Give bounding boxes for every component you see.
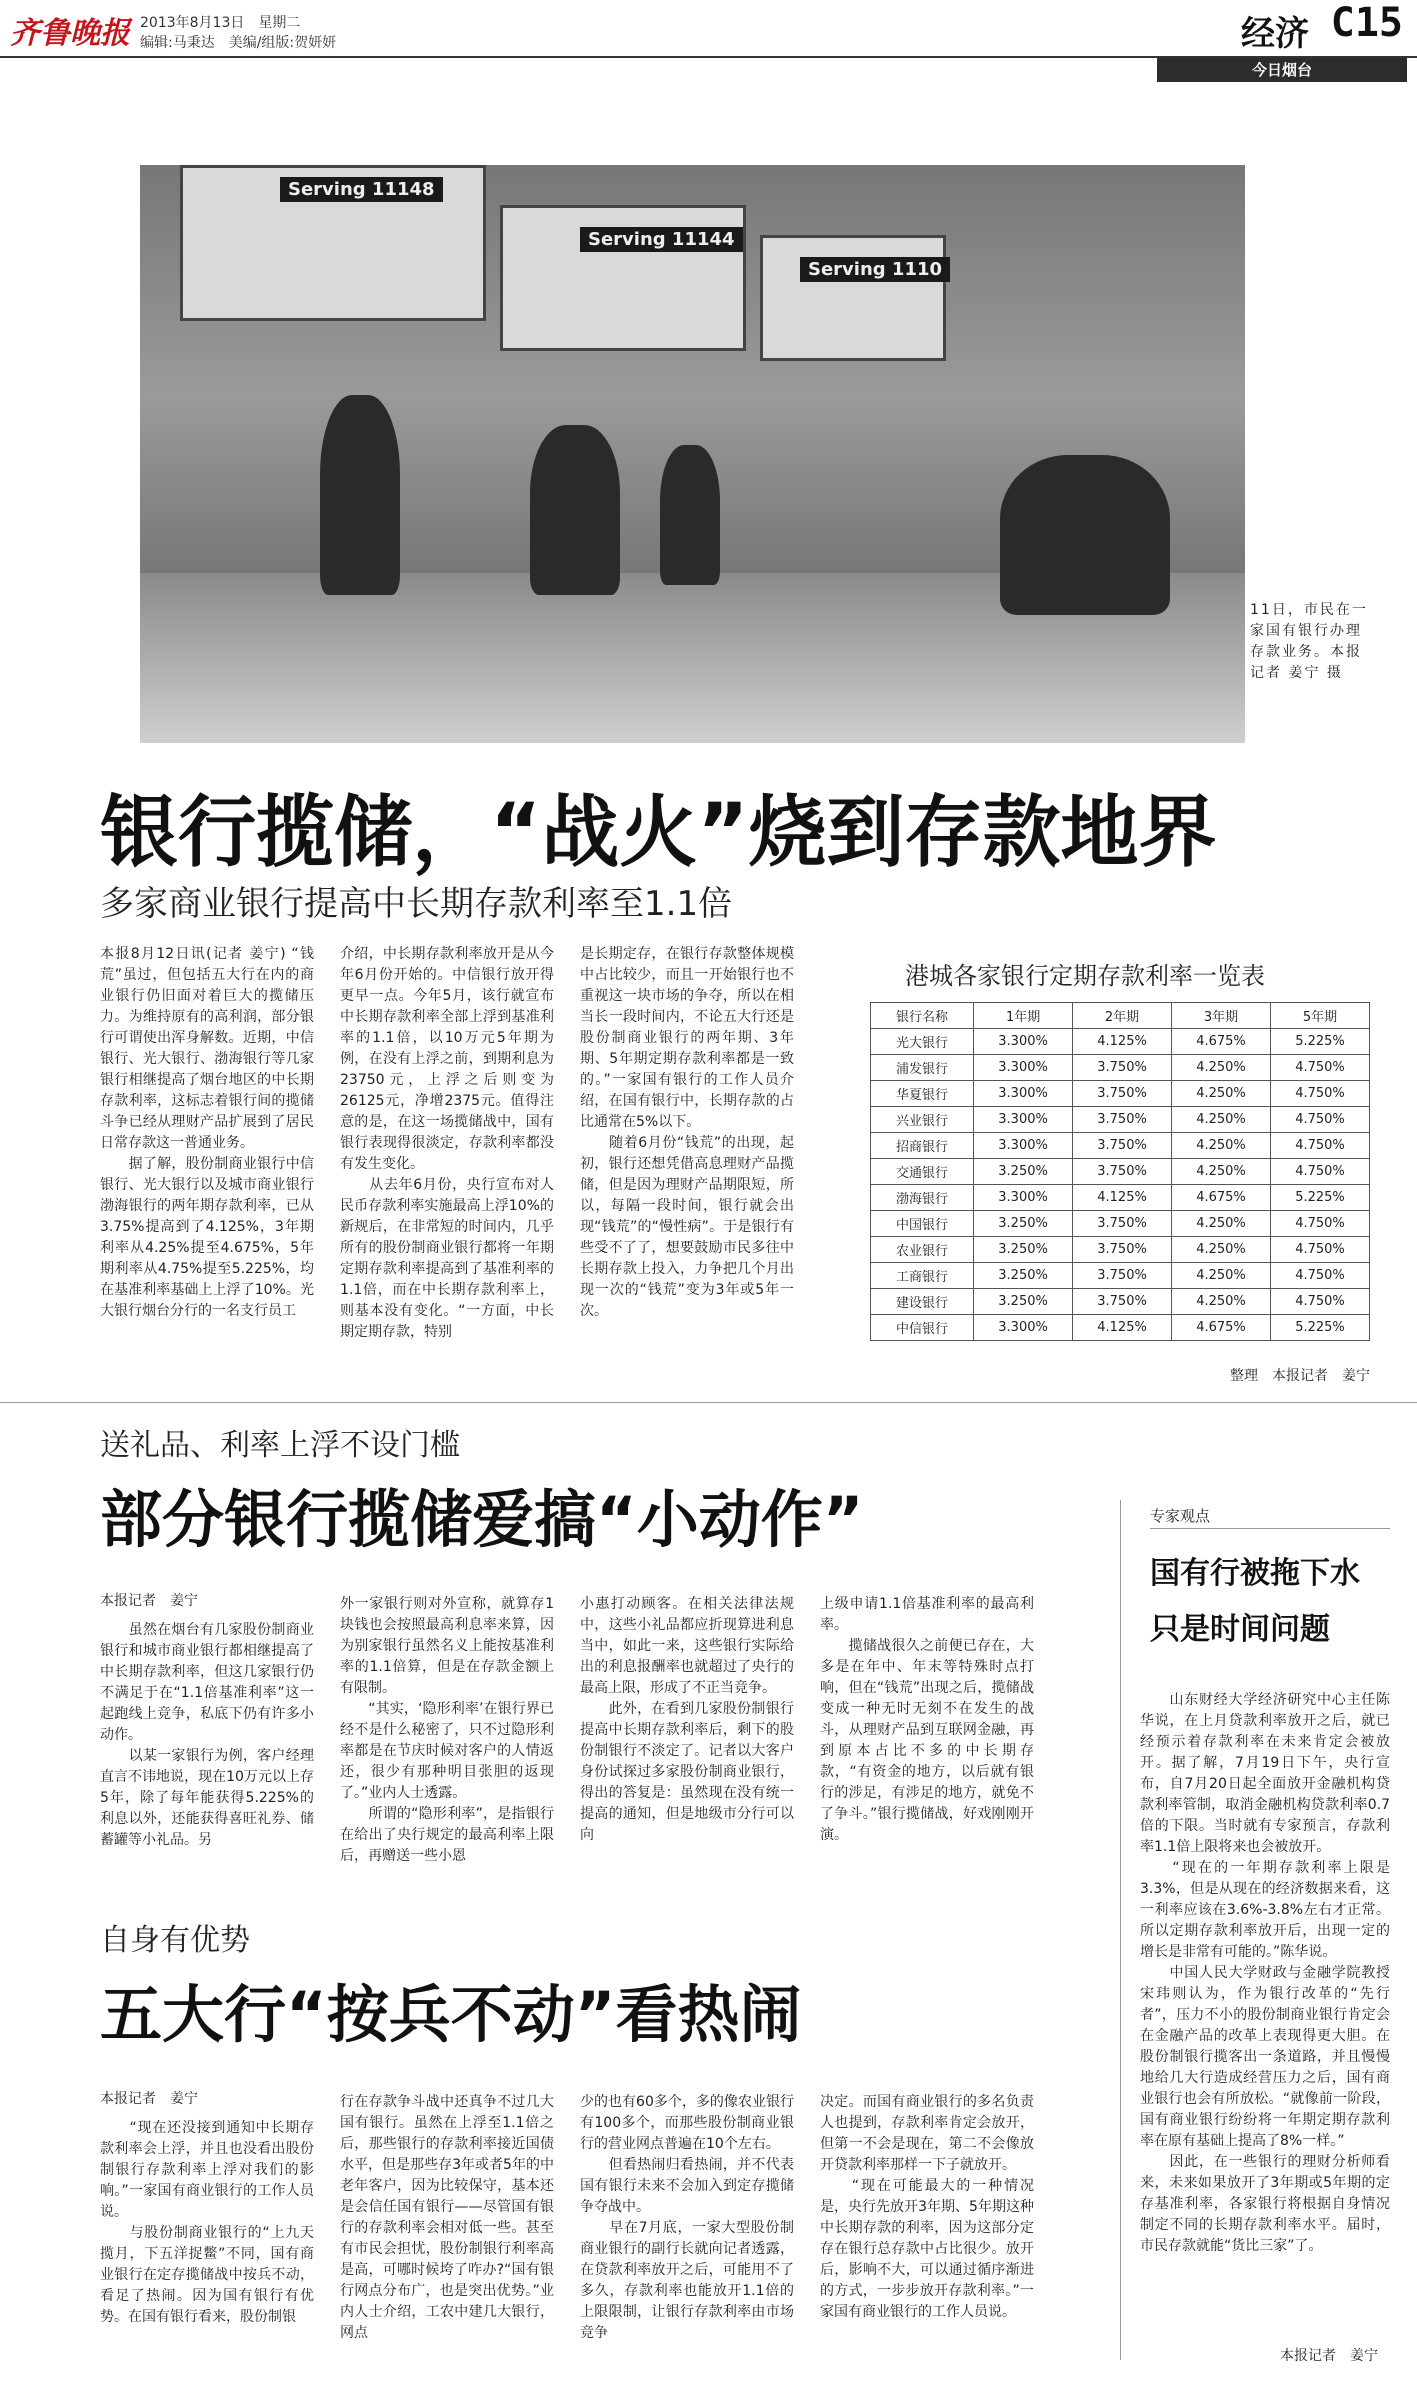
rate-cell: 4.750%	[1271, 1107, 1370, 1133]
rate-cell: 4.250%	[1172, 1211, 1271, 1237]
date-line: 2013年8月13日 星期二	[140, 15, 301, 31]
rate-cell: 3.250%	[974, 1237, 1073, 1263]
bank-name-cell: 渤海银行	[871, 1185, 974, 1211]
serving-sign: Serving 11144	[580, 227, 743, 252]
rate-cell: 4.250%	[1172, 1133, 1271, 1159]
rate-cell: 3.300%	[974, 1315, 1073, 1341]
table-row	[871, 1029, 1370, 1055]
article1-column: 介绍，中长期存款利率放开是从今年6月份开始的。中信银行放开得更早一点。今年5月，该行就宣布中长期存款利率全部上浮到基准利率的1.1倍，以10万元5年期为例，在没有上浮之前，到期利息为23750元，上浮之后则变为26125元，净增2375元。值得注意的是，在这一场揽储战中，国有银行表现得很淡定，存款利率都没有发生变化。 从去年6月份，央行宣布对人民币存款利率实施最高上浮10%的新规后，在非常短的时间内，几乎所有的股份制商业银行都将一年期定期存款利率提高到了基准利率的1.1倍，而在中长期存款利率上，则基本没有变化。“一方面，中长期定期存款，特别	[340, 946, 554, 1340]
rate-cell: 4.125%	[1073, 1029, 1172, 1055]
rate-cell: 3.300%	[974, 1107, 1073, 1133]
customer-figure	[530, 425, 620, 595]
article1-column: 是长期定存，在银行存款整体规模中占比较少，而且一开始银行也不重视这一块市场的争夺，所以在相当长一段时间内，不论五大行还是股份制商业银行的两年期、3年期、5年期定期存款利率都是一致的。”一家国有银行的工作人员介绍，在国有银行中，长期存款的占比通常在5%以下。 随着6月份“钱荒”的出现，起初，银行还想凭借高息理财产品揽储，但是因为理财产品期限短，所以，每隔一段时间，银行就会出现“钱荒”的“慢性病”。于是银行有些受不了了，想要鼓励市民多往中长期存款上投入，力争把几个月出现一次的“钱荒”变为3年或5年一次。	[580, 946, 794, 1319]
table-row	[871, 1133, 1370, 1159]
rate-cell: 3.300%	[974, 1133, 1073, 1159]
bank-name-cell: 工商银行	[871, 1263, 974, 1289]
rate-table-title: 港城各家银行定期存款利率一览表	[905, 962, 1265, 990]
table-row	[871, 1289, 1370, 1315]
rate-table-header-cell: 2年期	[1073, 1003, 1172, 1029]
table-row	[871, 1211, 1370, 1237]
rate-table-header-cell: 3年期	[1172, 1003, 1271, 1029]
table-row	[871, 1107, 1370, 1133]
article2-kicker: 送礼品、利率上浮不设门槛	[100, 1428, 460, 1463]
rate-cell: 3.250%	[974, 1289, 1073, 1315]
rate-table-header-row	[871, 1003, 1370, 1029]
rate-cell: 3.300%	[974, 1055, 1073, 1081]
rate-cell: 4.675%	[1172, 1029, 1271, 1055]
article3-column: 少的也有60多个，多的像农业银行有100多个，而那些股份制商业银行的营业网点普遍在10个左右。 但看热闹归看热闹，并不代表国有银行未来不会加入到定存揽储争夺战中。 早在7月底，一家大型股份制商业银行的副行长就向记者透露，在贷款利率放开之后，可能用不了多久，存款利率也能放开1.1倍的上限限制，让银行存款利率由市场竞争	[580, 2094, 794, 2341]
table-row	[871, 1315, 1370, 1341]
rate-cell: 5.225%	[1271, 1029, 1370, 1055]
rate-cell: 4.750%	[1271, 1211, 1370, 1237]
editor-line: 编辑:马秉达 美编/组版:贺妍妍	[140, 35, 337, 51]
rate-cell: 3.750%	[1073, 1263, 1172, 1289]
rate-table-header-cell: 1年期	[974, 1003, 1073, 1029]
rate-cell: 4.675%	[1172, 1315, 1271, 1341]
customer-figure	[320, 395, 400, 595]
rate-cell: 3.250%	[974, 1211, 1073, 1237]
article2-column: 小惠打动顾客。在相关法律法规中，这些小礼品都应折现算进利息当中，如此一来，这些银行实际给出的利息报酬率也就超过了央行的最高上限，形成了不正当竞争。 此外，在看到几家股份制银行提高中长期存款利率后，剩下的股份制银行不淡定了。记者以大客户身份试探过多家股份制商业银行，得出的答复是：虽然现在没有统一提高的通知，但是地级市分行可以向	[580, 1596, 794, 1843]
rate-cell: 4.750%	[1271, 1055, 1370, 1081]
expert-body: 山东财经大学经济研究中心主任陈华说，在上月贷款利率放开之后，就已经预示着存款利率在未来肯定会被放开。据了解，7月19日下午，央行宣布，自7月20日起全面放开金融机构贷款利率管制，取消金融机构贷款利率0.7倍的下限。当时就有专家预言，存款利率1.1倍上限将来也会被放开。 “现在的一年期存款利率上限是3.3%，但是从现在的经济数据来看，这一利率应该在3.6%-3.8%左右才正常。所以定期存款利率放开后，出现一定的增长是非常有可能的。”陈华说。 中国人民大学财政与金融学院教授宋玮则认为，作为银行改革的“先行者”，压力不小的股份制商业银行肯定会在金融产品的改革上表现得更大胆。在股份制银行揽客出一条道路，并且慢慢地给几大行造成经营压力之后，国有商业银行也会有所放松。“就像前一阶段，国有商业银行纷纷将一年期定期存款利率在原有基础上提高了8%一样。” 因此，在一些银行的理财分析师看来，未来如果放开了3年期或5年期的定存基准利率，各家银行将根据自身情况制定不同的长期存款利率水平。届时，市民存款就能“货比三家”了。	[1140, 1692, 1390, 2254]
rate-cell: 3.300%	[974, 1081, 1073, 1107]
rate-cell: 5.225%	[1271, 1185, 1370, 1211]
article3-kicker: 自身有优势	[100, 1923, 250, 1958]
rate-table-header-cell: 银行名称	[871, 1003, 974, 1029]
expert-tag-rule	[1150, 1528, 1390, 1529]
sidebar-divider	[1120, 1500, 1121, 2360]
article2-column: 虽然在烟台有几家股份制商业银行和城市商业银行都相继提高了中长期存款利率，但这几家银行仍不满足于在“1.1倍基准利率”这一起跑线上竞争，私底下仍有许多小动作。 以某一家银行为例，客户经理直言不讳地说，现在10万元以上存5年，除了每年能获得5.225%的利息以外，还能获得喜旺礼券、储蓄罐等小礼品。另	[100, 1622, 314, 1848]
rate-cell: 3.250%	[974, 1263, 1073, 1289]
table-row	[871, 1055, 1370, 1081]
counter-window	[760, 235, 946, 361]
bank-name-cell: 招商银行	[871, 1133, 974, 1159]
photo-caption: 11日，市民在一家国有银行办理存款业务。本报记者 姜宁 摄	[1250, 602, 1368, 681]
rate-cell: 3.750%	[1073, 1081, 1172, 1107]
rate-cell: 4.125%	[1073, 1315, 1172, 1341]
table-row	[871, 1237, 1370, 1263]
rate-cell: 3.750%	[1073, 1055, 1172, 1081]
table-row	[871, 1159, 1370, 1185]
rate-cell: 3.750%	[1073, 1133, 1172, 1159]
bank-hall-photo	[140, 165, 1245, 743]
rate-cell: 4.250%	[1172, 1081, 1271, 1107]
rate-table-credit: 整理 本报记者 姜宁	[1230, 1368, 1370, 1384]
article3-title: 五大行“按兵不动”看热闹	[100, 1978, 802, 2051]
customer-figure	[660, 445, 720, 585]
rate-cell: 4.675%	[1172, 1185, 1271, 1211]
article2-column: 外一家银行则对外宣称，就算存1块钱也会按照最高利息率来算，因为别家银行虽然名义上能按基准利率的1.1倍算，但是在存款金额上有限制。 “其实，‘隐形利率’在银行界已经不是什么秘密了，只不过隐形利率都是在节庆时候对客户的人情返还，很少有那种明目张胆的返现了。”业内人士透露。 所谓的“隐形利率”，是指银行在给出了央行规定的最高利率上限后，再赠送一些小恩	[340, 1596, 554, 1864]
rate-cell: 4.750%	[1271, 1289, 1370, 1315]
rate-cell: 4.250%	[1172, 1055, 1271, 1081]
article3-byline: 本报记者 姜宁	[100, 2091, 198, 2107]
rate-cell: 3.750%	[1073, 1211, 1172, 1237]
rate-cell: 3.750%	[1073, 1107, 1172, 1133]
expert-tag: 专家观点	[1150, 1507, 1211, 1525]
section-name: 经济	[1241, 14, 1309, 54]
bank-name-cell: 光大银行	[871, 1029, 974, 1055]
rate-cell: 3.250%	[974, 1159, 1073, 1185]
rate-table	[870, 1002, 1370, 1341]
rate-cell: 3.300%	[974, 1029, 1073, 1055]
bank-name-cell: 农业银行	[871, 1237, 974, 1263]
article1-title: 银行揽储，“战火”烧到存款地界	[100, 788, 1217, 878]
table-row	[871, 1081, 1370, 1107]
rate-cell: 4.250%	[1172, 1107, 1271, 1133]
rate-cell: 4.250%	[1172, 1159, 1271, 1185]
bank-name-cell: 交通银行	[871, 1159, 974, 1185]
rate-cell: 4.750%	[1271, 1159, 1370, 1185]
rate-cell: 3.750%	[1073, 1237, 1172, 1263]
subsection-bar: 今日烟台	[1157, 58, 1407, 82]
rate-cell: 3.750%	[1073, 1159, 1172, 1185]
bank-name-cell: 中信银行	[871, 1315, 974, 1341]
masthead-logo: 齐鲁晚报	[10, 16, 130, 51]
bank-name-cell: 兴业银行	[871, 1107, 974, 1133]
rate-cell: 3.300%	[974, 1185, 1073, 1211]
rate-cell: 4.750%	[1271, 1263, 1370, 1289]
table-row	[871, 1185, 1370, 1211]
bank-name-cell: 建设银行	[871, 1289, 974, 1315]
page-number: C15	[1330, 0, 1403, 46]
article2-title: 部分银行揽储爱搞“小动作”	[100, 1483, 864, 1556]
header-rule	[0, 56, 1417, 58]
bank-name-cell: 华夏银行	[871, 1081, 974, 1107]
customer-group	[1000, 455, 1170, 615]
table-row	[871, 1263, 1370, 1289]
expert-title-line1: 国有行被拖下水	[1150, 1556, 1360, 1591]
expert-byline: 本报记者 姜宁	[1280, 2348, 1378, 2364]
article1-column: 本报8月12日讯(记者 姜宁) “钱荒”虽过，但包括五大行在内的商业银行仍旧面对着巨大的揽储压力。为维持原有的高利润，部分银行可谓使出浑身解数。近期，中信银行、光大银行、渤海银行等几家银行相继提高了烟台地区的中长期存款利率，这标志着银行间的揽储斗争已经从理财产品扩展到了居民日常存款这一普通业务。 据了解，股份制商业银行中信银行、光大银行以及城市商业银行渤海银行的两年期存款利率，已从3.75%提高到了4.125%，3年期利率从4.25%提至4.675%，5年期利率从4.75%提至5.225%，均在基准利率基础上上浮了10%。光大银行烟台分行的一名支行员工	[100, 946, 314, 1319]
article1-subtitle: 多家商业银行提高中长期存款利率至1.1倍	[100, 884, 733, 924]
rate-cell: 4.750%	[1271, 1081, 1370, 1107]
article3-column: 决定。而国有商业银行的多名负责人也提到，存款利率肯定会放开，但第一不会是现在，第二不会像放开贷款利率那样一下子就放开。 “现在可能最大的一种情况是，央行先放开3年期、5年期这种中长期存款的利率，因为这部分定存在银行总存款中占比很少。放开后，影响不大，可以通过循序渐进的方式，一步步放开存款利率。”一家国有商业银行的工作人员说。	[820, 2094, 1034, 2320]
article2-column: 上级申请1.1倍基准利率的最高利率。 揽储战很久之前便已存在，大多是在年中、年末等特殊时点打响，但在“钱荒”出现之后，揽储战变成一种无时无刻不在发生的战斗，从理财产品到互联网金融，再到原本占比不多的中长期存款，“有资金的地方，以后就有银行的涉足，有涉足的地方，就免不了争斗。”银行揽储战，好戏刚刚开演。	[820, 1596, 1034, 1843]
rate-cell: 4.750%	[1271, 1133, 1370, 1159]
expert-title-line2: 只是时间问题	[1150, 1612, 1330, 1647]
article3-column: “现在还没接到通知中长期存款利率会上浮，并且也没看出股份制银行存款利率上浮对我们的影响。”一家国有商业银行的工作人员说。 与股份制商业银行的“上九天揽月，下五洋捉鳖”不同，国有商业银行在定存揽储战中按兵不动，看足了热闹。因为国有银行有优势。在国有银行看来，股份制银	[100, 2120, 314, 2325]
rate-cell: 4.250%	[1172, 1289, 1271, 1315]
article2-byline: 本报记者 姜宁	[100, 1593, 198, 1609]
bank-name-cell: 浦发银行	[871, 1055, 974, 1081]
rate-table-header-cell: 5年期	[1271, 1003, 1370, 1029]
rate-cell: 3.750%	[1073, 1289, 1172, 1315]
rate-cell: 4.250%	[1172, 1237, 1271, 1263]
rate-cell: 4.250%	[1172, 1263, 1271, 1289]
article3-column: 行在存款争斗战中还真争不过几大国有银行。虽然在上浮至1.1倍之后，那些银行的存款利率接近国债水平，但是那些存3年或者5年的中老年客户，因为比较保守，基本还是会信任国有银行——尽管国有银行的存款利率会相对低一些。甚至有市民会担忧，股份制银行利率高是高，可哪时候垮了咋办?“国有银行网点分布广，也是突出优势。”业内人士介绍，工农中建几大银行，网点	[340, 2094, 554, 2341]
rate-cell: 4.125%	[1073, 1185, 1172, 1211]
serving-sign: Serving 11148	[280, 177, 443, 202]
section-rule	[0, 1402, 1417, 1403]
bank-name-cell: 中国银行	[871, 1211, 974, 1237]
rate-cell: 5.225%	[1271, 1315, 1370, 1341]
serving-sign: Serving 1110	[800, 257, 950, 282]
rate-cell: 4.750%	[1271, 1237, 1370, 1263]
